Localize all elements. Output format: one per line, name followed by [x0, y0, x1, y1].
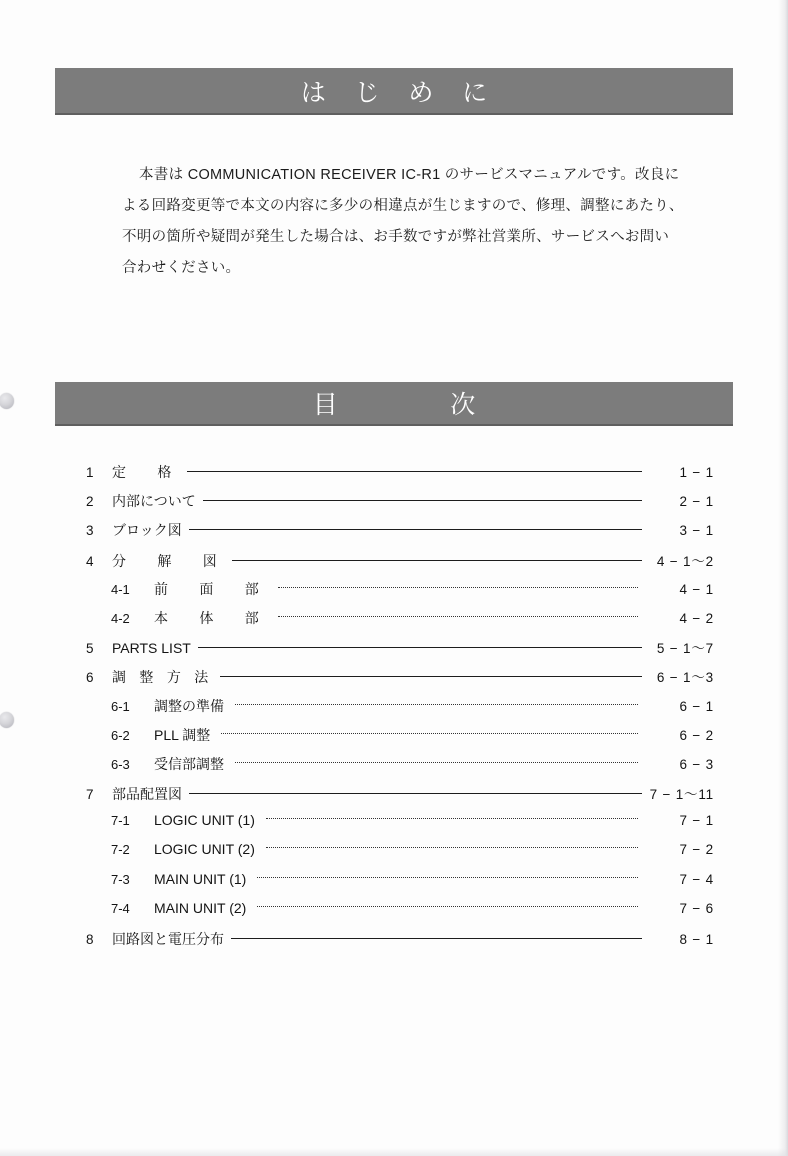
toc-entry-page: 7 − 4 [679, 871, 714, 887]
toc-leader-line [231, 757, 642, 769]
toc-leader-line [274, 611, 642, 623]
scan-edge-bottom [0, 1148, 788, 1156]
toc-entry[interactable] [86, 579, 714, 608]
toc-entry-title: 調 整 方 法 [112, 669, 213, 686]
toc-entry-number: 6 [86, 670, 94, 686]
toc-entry-title: 分 解 図 [112, 552, 226, 569]
toc-entry-title: 部品配置図 [112, 786, 182, 803]
toc-entry-page: 4 − 1〜2 [656, 553, 714, 569]
toc-entry-number: 4 [86, 553, 94, 569]
toc-entry-page: 7 − 1〜11 [649, 787, 714, 803]
toc-entry[interactable] [86, 462, 714, 491]
toc-entry-number: 1 [86, 465, 94, 480]
toc-entry-page: 7 − 6 [679, 900, 714, 916]
toc-entry-title: 回路図と電圧分布 [112, 931, 224, 947]
introduction-section-banner [55, 68, 733, 115]
toc-leader-line [198, 641, 642, 653]
toc-entry[interactable] [86, 812, 714, 841]
toc-entry-title: PLL 調整 [154, 726, 211, 743]
toc-entry[interactable] [86, 871, 714, 900]
toc-leader-line [262, 813, 642, 825]
toc-entry-page: 1 − 1 [679, 465, 714, 480]
toc-entry[interactable] [86, 725, 714, 754]
toc-entry-number: 8 [86, 932, 94, 947]
toc-leader-line [274, 582, 642, 594]
toc-leader-line [231, 932, 642, 944]
toc-leader-line [203, 494, 642, 506]
toc-entry-number: 6-3 [111, 756, 130, 772]
toc-entry-title: MAIN UNIT (1) [154, 870, 247, 887]
toc-entry-page: 6 − 1 [679, 698, 714, 714]
toc-leader-line [217, 728, 642, 740]
toc-leader-line [187, 465, 642, 477]
toc-entry[interactable] [86, 520, 714, 549]
toc-entry-number: 7 [86, 787, 94, 803]
table-of-contents-heading: 目次 [312, 391, 588, 419]
toc-entry-title: ブロック図 [112, 522, 182, 539]
toc-entry-page: 8 − 1 [679, 932, 714, 947]
toc-entry-title: LOGIC UNIT (1) [154, 812, 255, 829]
toc-entry-page: 4 − 1 [679, 581, 714, 597]
toc-entry-page: 6 − 3 [679, 756, 714, 772]
toc-entry-number: 4-2 [111, 610, 130, 626]
toc-leader-line [231, 699, 642, 711]
toc-entry[interactable] [86, 491, 714, 520]
toc-entry-page: 6 − 1〜3 [656, 670, 714, 686]
toc-entry-number: 6-2 [111, 727, 130, 743]
toc-entry-title: 本 体 部 [154, 609, 268, 626]
toc-entry[interactable] [86, 550, 714, 579]
toc-entry[interactable] [86, 608, 714, 637]
toc-entry[interactable] [86, 929, 714, 958]
toc-entry-number: 3 [86, 523, 94, 539]
toc-entry-number: 2 [86, 494, 94, 510]
toc-entry[interactable] [86, 841, 714, 870]
toc-entry-page: 3 − 1 [679, 523, 714, 539]
toc-leader-line [253, 901, 642, 913]
toc-entry[interactable] [86, 637, 714, 666]
toc-entry[interactable] [86, 754, 714, 783]
table-of-contents-banner [55, 382, 733, 426]
toc-entry-title: 前 面 部 [154, 580, 268, 597]
binding-punch-hole-icon [0, 712, 14, 728]
introduction-heading: はじめに [300, 78, 516, 107]
toc-entry-page: 4 − 2 [679, 610, 714, 626]
toc-entry-page: 5 − 1〜7 [656, 641, 714, 657]
introduction-body-text: 本書は COMMUNICATION RECEIVER IC-R1 のサービスマニュアルです。改良による回路変更等で本文の内容に多少の相違点が生じますので、修理、調整にあたり、不明の箇所や疑問が発生した場合は、お手数ですが弊社営業所、サービスへお問い合わせください。 [122, 166, 684, 276]
toc-entry-title: 定 格 [112, 464, 181, 480]
toc-entry-title: 調整の準備 [154, 697, 224, 714]
toc-leader-line [253, 872, 642, 884]
toc-entry-title: LOGIC UNIT (2) [154, 841, 255, 858]
toc-leader-line [189, 523, 642, 535]
toc-entry-page: 2 − 1 [679, 494, 714, 510]
scan-edge-right [778, 0, 788, 1156]
toc-leader-line [232, 554, 642, 566]
toc-entry-title: 受信部調整 [154, 755, 224, 772]
toc-entry-page: 7 − 1 [679, 813, 714, 829]
toc-entry-number: 7-1 [111, 813, 130, 829]
toc-entry-title: 内部について [112, 493, 196, 510]
toc-entry-number: 7-2 [111, 842, 130, 858]
toc-leader-line [262, 842, 642, 854]
toc-entry[interactable] [86, 696, 714, 725]
toc-entry-number: 7-4 [111, 900, 130, 916]
toc-entry[interactable] [86, 666, 714, 695]
toc-entry-title: MAIN UNIT (2) [154, 899, 247, 916]
toc-entry[interactable] [86, 783, 714, 812]
binding-punch-hole-icon [0, 393, 14, 409]
toc-entry[interactable] [86, 900, 714, 929]
table-of-contents-list [86, 462, 714, 958]
toc-entry-number: 4-1 [111, 581, 130, 597]
toc-entry-number: 6-1 [111, 698, 130, 714]
toc-entry-page: 6 − 2 [679, 727, 714, 743]
toc-entry-page: 7 − 2 [679, 842, 714, 858]
toc-entry-number: 5 [86, 641, 94, 657]
toc-leader-line [220, 670, 642, 682]
toc-entry-number: 7-3 [111, 871, 130, 887]
toc-entry-title: PARTS LIST [112, 640, 191, 657]
toc-leader-line [189, 787, 642, 799]
